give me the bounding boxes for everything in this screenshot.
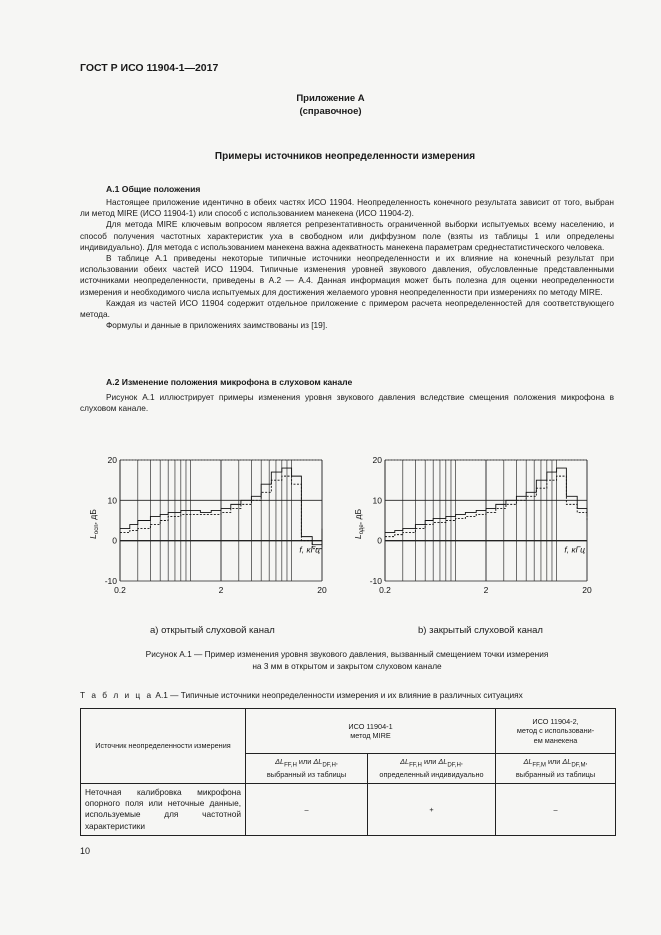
x-axis-label: f, кГц <box>564 544 585 555</box>
delta-symbol: ΔL <box>275 757 285 767</box>
delta-symbol: ΔL <box>523 757 533 767</box>
header-tail: , выбранный из таблицы <box>266 757 347 780</box>
y-tick-label: 20 <box>107 455 117 465</box>
header-mire: ИСО 11904-1 метод MIRE <box>246 709 496 754</box>
figure-charts <box>0 440 661 640</box>
chart-closed-canal <box>353 455 592 595</box>
header-col2 <box>368 754 496 784</box>
y-axis-label-main: L <box>353 534 363 540</box>
subscript: FF,M <box>532 761 546 769</box>
delta-symbol: ΔL <box>400 757 410 767</box>
x-tick-label: 2 <box>218 585 224 595</box>
y-tick-label: 10 <box>107 495 117 506</box>
document-header: ГОСТ Р ИСО 11904-1—2017 <box>80 62 219 74</box>
row-source: Неточная калибровка микрофона опорного поля или неточные данные, используемые для частотной характеристики <box>81 784 246 836</box>
y-tick-label: -10 <box>104 576 117 586</box>
subscript: DF,H <box>447 761 461 769</box>
subscript: FF,H <box>409 761 422 769</box>
x-tick-label: 20 <box>317 585 327 595</box>
header-col1 <box>246 754 368 784</box>
header-col3 <box>496 754 616 784</box>
row-cell: – <box>496 784 616 836</box>
figure-caption-line: на 3 мм в открытом и закрытом слуховом канале <box>252 660 442 671</box>
header-tail: , определенный индивидуально <box>379 757 484 780</box>
a1-heading: А.1 Общие положения <box>106 184 201 194</box>
x-tick-label: 0.2 <box>114 585 126 595</box>
a2-body <box>80 392 614 414</box>
panel-b-label: b) закрытый слуховой канал <box>418 625 543 636</box>
a1-paragraph: Настоящее приложение идентично в обеих частях ИСО 11904. Неопределенность конечного результата зависит от того, выбран ли метод MIRE (ИСО 11904-1) или способ с использованием манекена (ИСО 11904-2). <box>80 197 614 219</box>
y-axis-label-subscript: ocn <box>94 524 100 535</box>
y-tick-label: 20 <box>372 455 382 465</box>
a1-paragraph: В таблице А.1 приведены некоторые типичные источники неопределенности и их влияние на конечный результат при использовании обеих частей ИСО 11904. Типичные изменения уровней звукового давления, обусловленные представленными источниками неопределенности, приведены в А.2 — А.4. Данная информация может быть полезна для оценки неопределенности измерения и необходимого числа испытуемых для достижения желаемого уровня неопределенности при измерениях по методу MIRE. <box>80 253 614 297</box>
delta-symbol: ΔL <box>313 757 323 767</box>
row-cell: + <box>368 784 496 836</box>
y-axis-label-unit: , дБ <box>353 508 363 525</box>
or-word: или <box>545 757 563 767</box>
subscript: FF,H <box>284 761 297 769</box>
x-tick-label: 0.2 <box>379 585 391 595</box>
y-axis-label <box>88 509 100 539</box>
panel-a-label: а) открытый слуховой канал <box>150 625 275 636</box>
or-word: или <box>296 757 314 767</box>
table-caption-prefix: Т а б л и ц а <box>80 690 154 700</box>
delta-symbol: ΔL <box>438 757 448 767</box>
appendix-heading <box>0 92 661 118</box>
table-caption-text: А.1 — Типичные источники неопределенности измерения и их влияние в различных ситуациях <box>153 690 523 700</box>
header-manikin: ИСО 11904-2, метод с использовани- ем манекена <box>496 709 616 754</box>
y-tick-label: 10 <box>372 495 382 506</box>
y-tick-label: -10 <box>369 576 382 586</box>
row-cell: – <box>246 784 368 836</box>
chart-open-canal <box>88 455 327 595</box>
table-caption <box>80 690 523 700</box>
y-axis-label-unit: , дБ <box>88 509 98 525</box>
or-word: или <box>421 757 439 767</box>
header-tail: , выбранный из таблицы <box>515 757 596 780</box>
a1-paragraph: Для метода MIRE ключевым вопросом является репрезентативность ограниченной выборки испытуемых всему населению, и способ получения частотных характеристик уха в свободном или диффузном поле (взяты из таблицы 1 или определены индивидуально). Для метода с использованием манекена важна адекватность манекена параметрам среднестатистического человека. <box>80 219 614 252</box>
table-header-row <box>81 709 616 754</box>
table-row <box>81 784 616 836</box>
header-source: Источник неопределенности измерения <box>81 709 246 784</box>
appendix-subtitle: (справочное) <box>299 106 362 117</box>
subscript: DF,H <box>322 761 336 769</box>
subscript: DF,M <box>571 761 586 769</box>
a2-paragraph: Рисунок А.1 иллюстрирует примеры изменения уровня звукового давления вследствие смещения положения микрофона в слуховом канале. <box>80 392 614 414</box>
a1-body <box>80 197 614 331</box>
x-tick-label: 2 <box>483 585 489 595</box>
a1-paragraph: Формулы и данные в приложениях заимствованы из [19]. <box>106 320 328 331</box>
y-tick-label: 0 <box>377 535 382 546</box>
figure-caption-line: Рисунок А.1 — Пример изменения уровня звукового давления, вызванный смещением точки измерения <box>145 649 549 659</box>
figure-caption <box>80 649 614 672</box>
y-axis-label <box>353 509 365 539</box>
a2-heading: А.2 Изменение положения микрофона в слуховом канале <box>106 377 353 387</box>
x-tick-label: 20 <box>582 585 592 595</box>
a1-paragraph: Каждая из частей ИСО 11904 содержит отдельное приложение с примером расчета неопределенностей для соответствующего метода. <box>80 297 614 320</box>
appendix-title: Приложение А <box>296 93 365 104</box>
y-tick-label: 0 <box>112 535 117 546</box>
section-title: Примеры источников неопределенности измерения <box>214 151 476 162</box>
y-axis-label-subscript: оде <box>359 524 365 535</box>
x-axis-label: f, кГц <box>299 544 320 555</box>
page-number: 10 <box>80 846 91 856</box>
uncertainty-table <box>80 708 616 836</box>
delta-symbol: ΔL <box>562 757 572 767</box>
y-axis-label-main: L <box>88 534 98 539</box>
